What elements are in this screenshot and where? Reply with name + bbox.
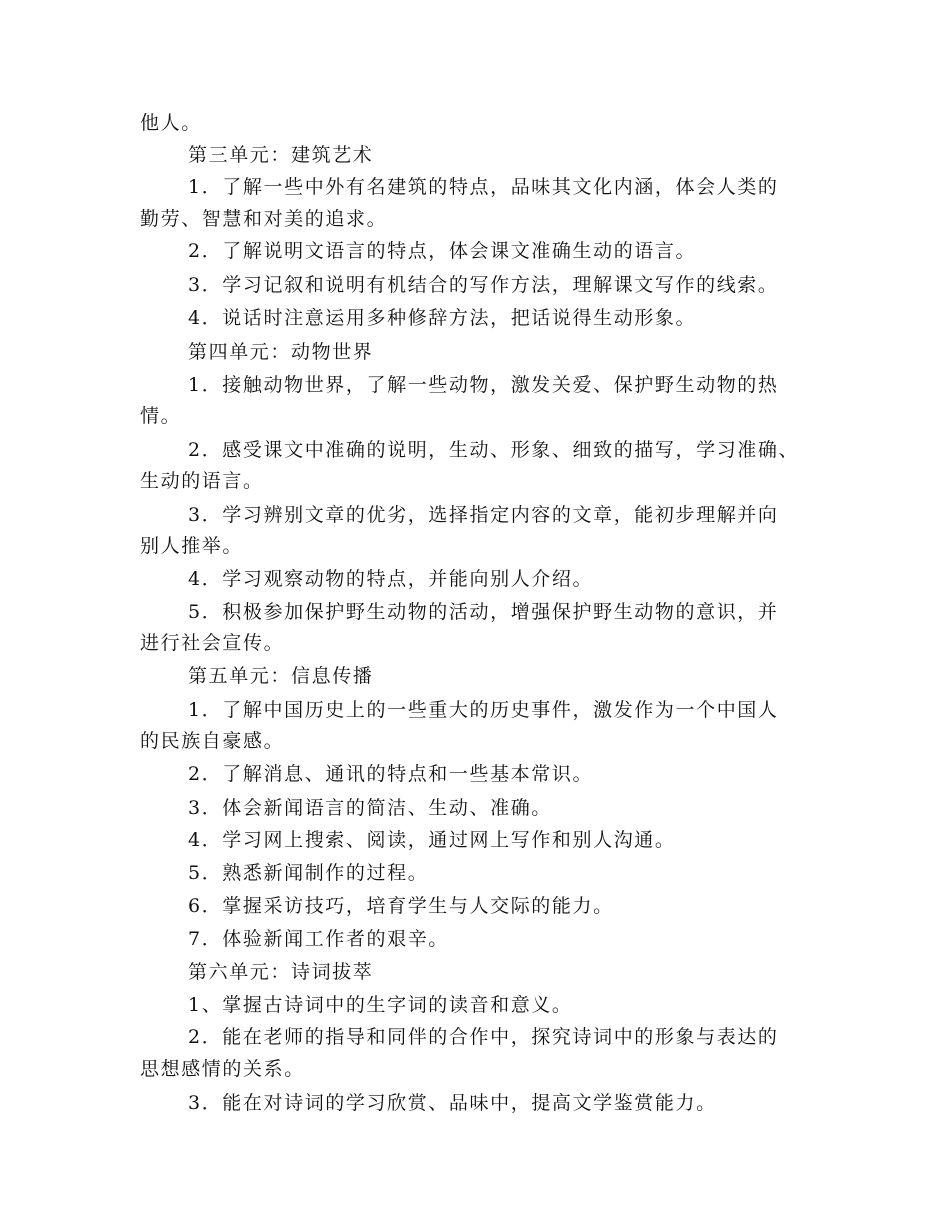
text-line: 2．能在老师的指导和同伴的合作中，探究诗词中的形象与表达的 (188, 1026, 779, 1048)
section-heading: 第三单元：建筑艺术 (188, 144, 374, 166)
section-heading: 第四单元：动物世界 (188, 341, 374, 363)
text-line: 进行社会宣传。 (140, 632, 285, 654)
text-line: 4．学习观察动物的特点，并能向别人介绍。 (188, 568, 594, 590)
text-line: 2．了解消息、通讯的特点和一些基本常识。 (188, 763, 594, 785)
text-line: 3．学习辨别文章的优劣，选择指定内容的文章，能初步理解并向 (188, 504, 779, 526)
text-line: 1．了解中国历史上的一些重大的历史事件，激发作为一个中国人 (188, 699, 779, 721)
text-line: 别人推举。 (140, 535, 244, 557)
text-line: 2．感受课文中准确的说明，生动、形象、细致的描写，学习准确、 (188, 439, 800, 461)
text-line: 的民族自豪感。 (140, 730, 285, 752)
text-line: 5．熟悉新闻制作的过程。 (188, 862, 429, 884)
text-line: 他人。 (140, 112, 202, 134)
text-line: 思想感情的关系。 (140, 1058, 305, 1080)
text-line: 情。 (140, 405, 182, 427)
text-line: 生动的语言。 (140, 470, 264, 492)
text-line: 4．说话时注意运用多种修辞方法，把话说得生动形象。 (188, 307, 697, 329)
text-line: 2．了解说明文语言的特点，体会课文准确生动的语言。 (188, 240, 697, 262)
text-line: 3．体会新闻语言的简洁、生动、准确。 (188, 797, 552, 819)
text-line: 6．掌握采访技巧，培育学生与人交际的能力。 (188, 895, 614, 917)
section-heading: 第五单元：信息传播 (188, 665, 374, 687)
text-line: 1、掌握古诗词中的生字词的读音和意义。 (188, 994, 573, 1016)
text-line: 勤劳、智慧和对美的追求。 (140, 208, 388, 230)
section-heading: 第六单元：诗词拔萃 (188, 961, 374, 983)
text-line: 4．学习网上搜索、阅读，通过网上写作和别人沟通。 (188, 829, 676, 851)
text-line: 1．接触动物世界，了解一些动物，激发关爱、保护野生动物的热 (188, 374, 779, 396)
text-line: 3．能在对诗词的学习欣赏、品味中，提高文学鉴赏能力。 (188, 1092, 717, 1114)
text-line: 3．学习记叙和说明有机结合的写作方法，理解课文写作的线索。 (188, 274, 779, 296)
text-line: 1．了解一些中外有名建筑的特点，品味其文化内涵，体会人类的 (188, 176, 779, 198)
text-line: 7．体验新闻工作者的艰辛。 (188, 928, 449, 950)
text-line: 5．积极参加保护野生动物的活动，增强保护野生动物的意识，并 (188, 601, 779, 623)
